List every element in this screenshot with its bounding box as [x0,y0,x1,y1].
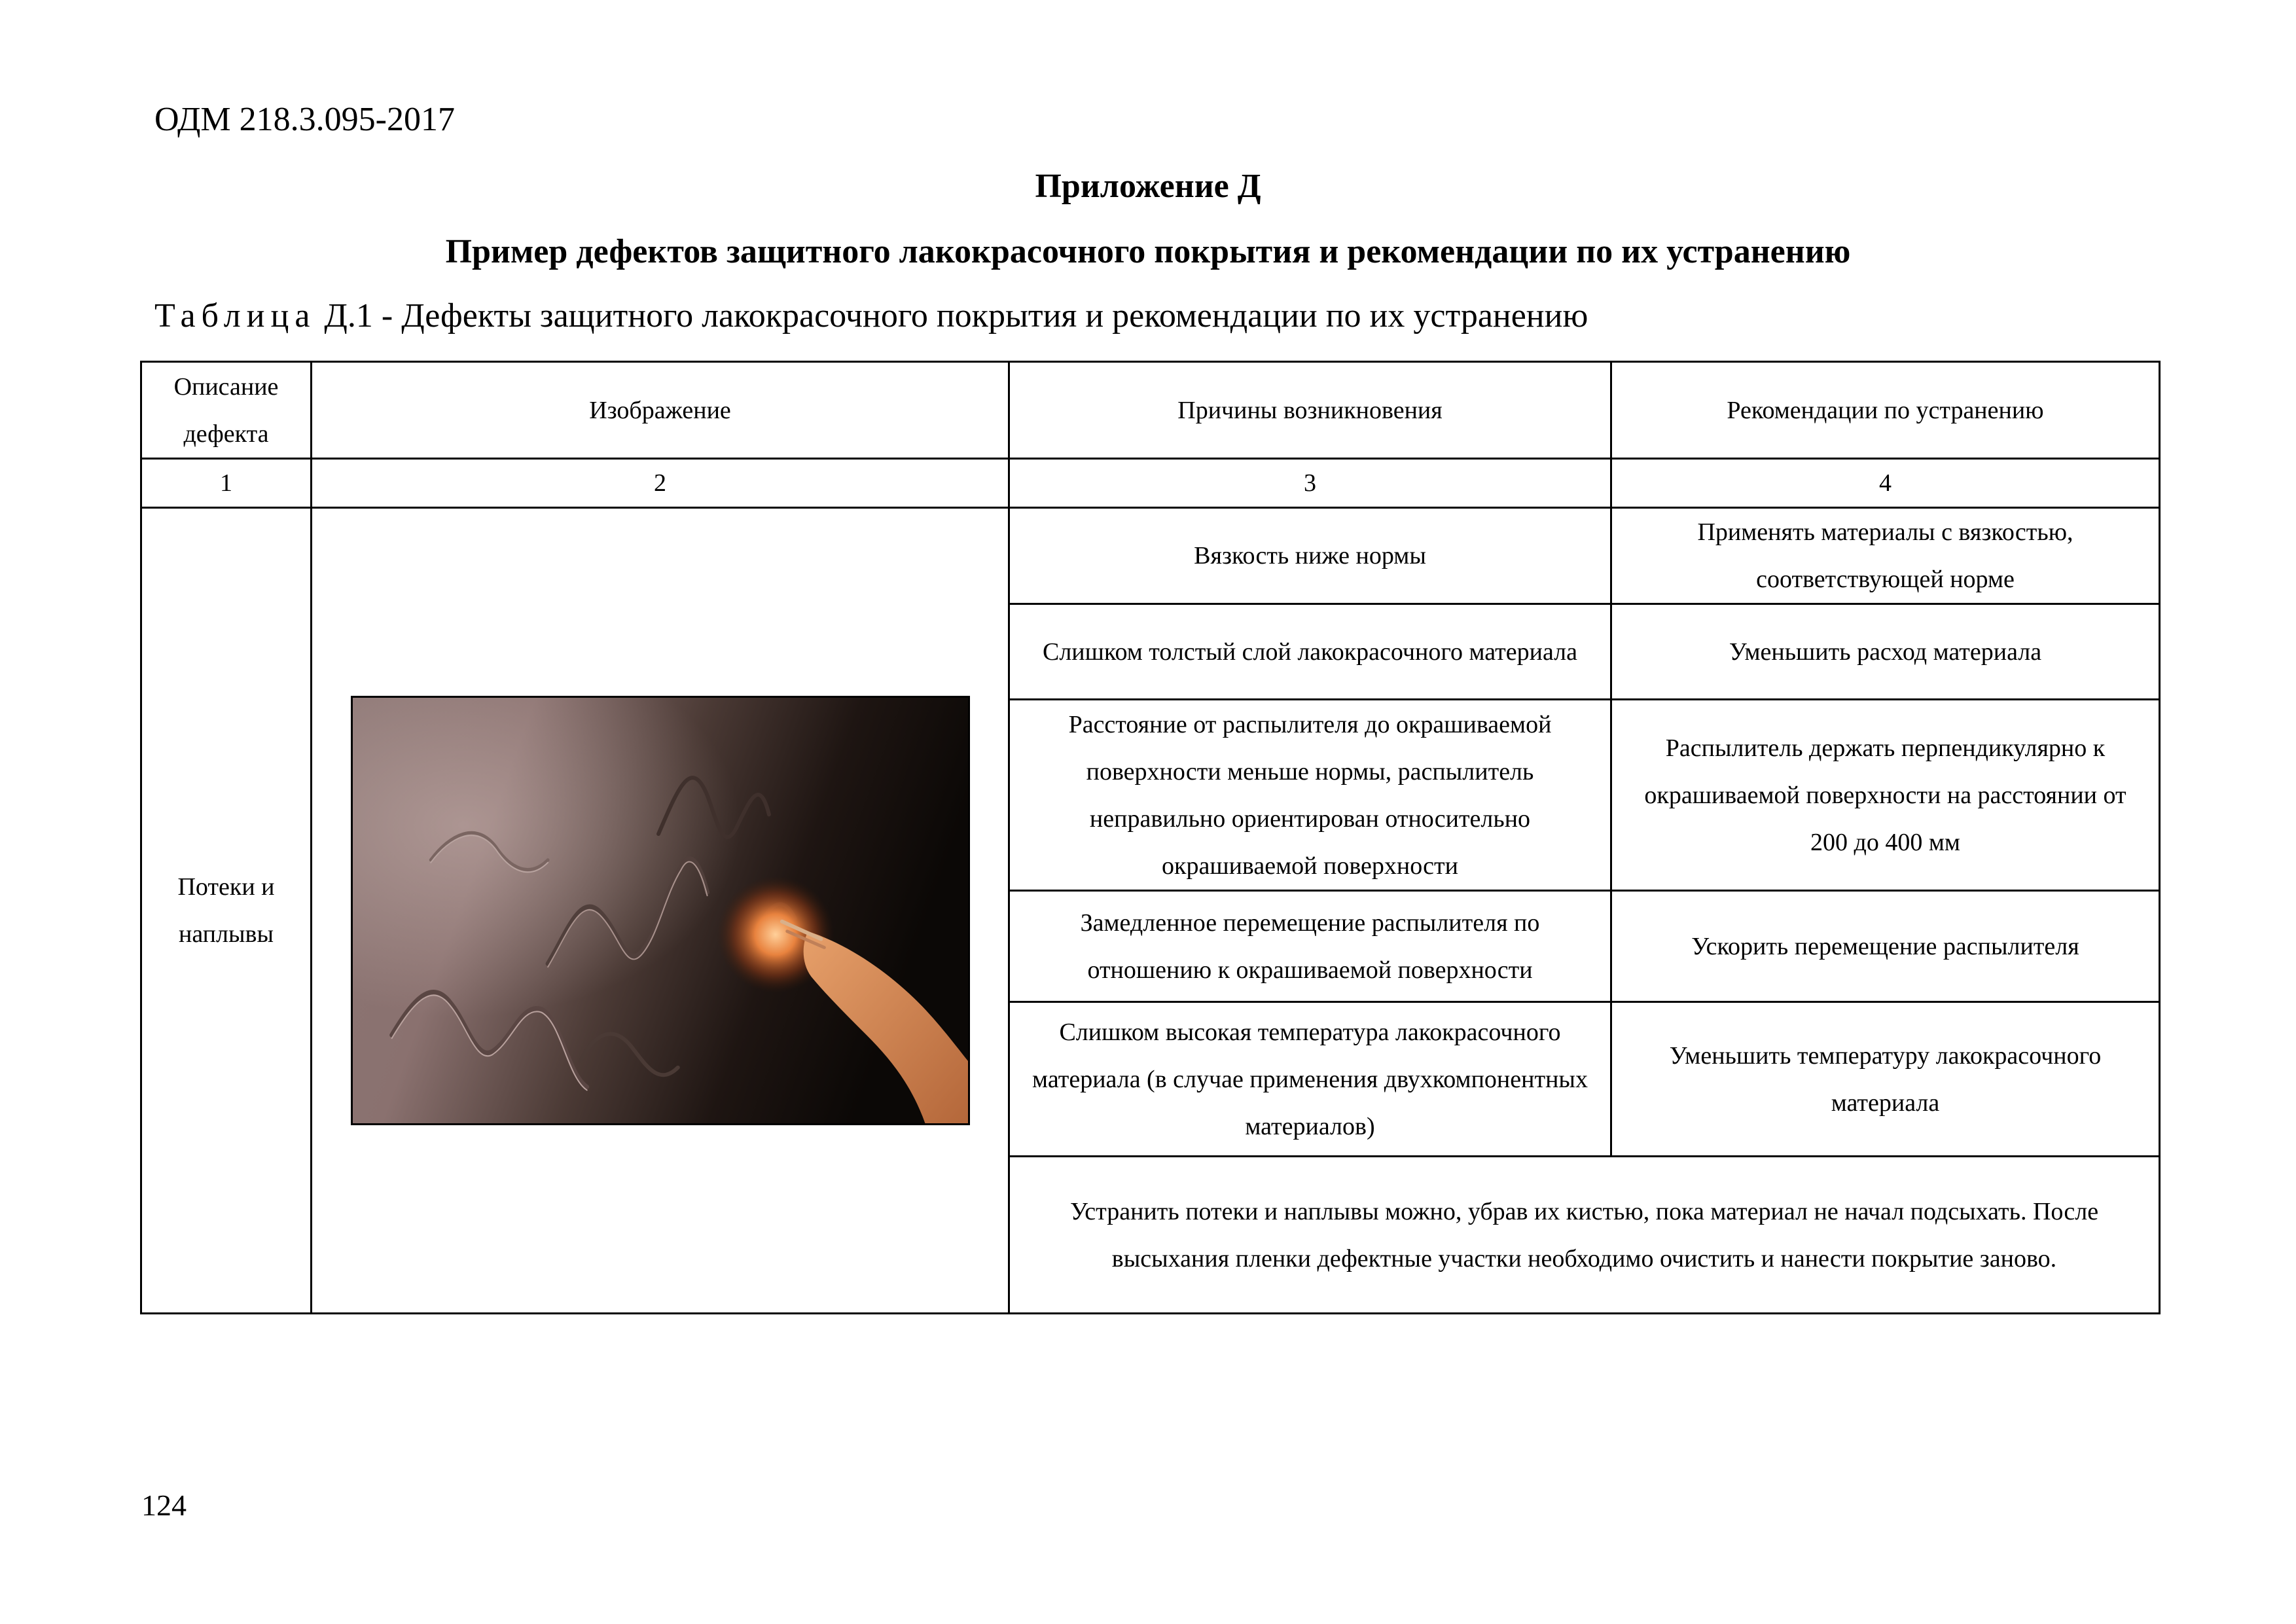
table-row [141,508,2160,604]
table-caption [154,293,1588,339]
note-cell: Устранить потеки и наплывы можно, убрав их кистью, пока материал не начал подсыхать. После высыхания пленки дефектные участки необходимо очистить и нанести покрытие заново. [1009,1157,2160,1314]
appendix-title: Приложение Д [1035,168,1261,205]
cause-cell: Расстояние от распылителя до окрашиваемой поверхности меньше нормы, распылитель неправильно ориентирован относительно окрашиваемой поверхности [1009,700,1611,891]
header-causes: Причины возникновения [1009,362,1611,459]
cause-cell: Слишком толстый слой лакокрасочного материала [1009,604,1611,700]
cause-cell: Замедленное перемещение распылителя по отношению к окрашиваемой поверхности [1009,891,1611,1002]
header-image: Изображение [312,362,1009,459]
column-number: 1 [141,459,312,508]
table-caption-prefix: Таблица [154,297,316,334]
appendix-subtitle: Пример дефектов защитного лакокрасочного покрытия и рекомендации по их устранению [445,233,1851,270]
recommendation-cell: Применять материалы с вязкостью, соответствующей норме [1611,508,2160,604]
document-code: ОДМ 218.3.095-2017 [154,101,455,138]
column-number-row [141,459,2160,508]
cause-cell: Вязкость ниже нормы [1009,508,1611,604]
defect-name-cell: Потеки и наплывы [141,508,312,1314]
table-caption-text: Д.1 - Дефекты защитного лакокрасочного покрытия и рекомендации по их устранению [324,297,1588,334]
table-header-row [141,362,2160,459]
column-number: 3 [1009,459,1611,508]
page-number: 124 [141,1489,187,1522]
recommendation-cell: Ускорить перемещение распылителя [1611,891,2160,1002]
column-number: 2 [312,459,1009,508]
cause-cell: Слишком высокая температура лакокрасочного материала (в случае применения двухкомпонентных материалов) [1009,1002,1611,1157]
sagging-paint-photo [351,696,970,1125]
recommendation-cell: Уменьшить расход материала [1611,604,2160,700]
defects-table [140,361,2161,1314]
header-defect-description: Описание дефекта [141,362,312,459]
column-number: 4 [1611,459,2160,508]
recommendation-cell: Распылитель держать перпендикулярно к окрашиваемой поверхности на расстоянии от 200 до 400 мм [1611,700,2160,891]
recommendation-cell: Уменьшить температуру лакокрасочного материала [1611,1002,2160,1157]
defect-image-cell [312,508,1009,1314]
header-recommendations: Рекомендации по устранению [1611,362,2160,459]
